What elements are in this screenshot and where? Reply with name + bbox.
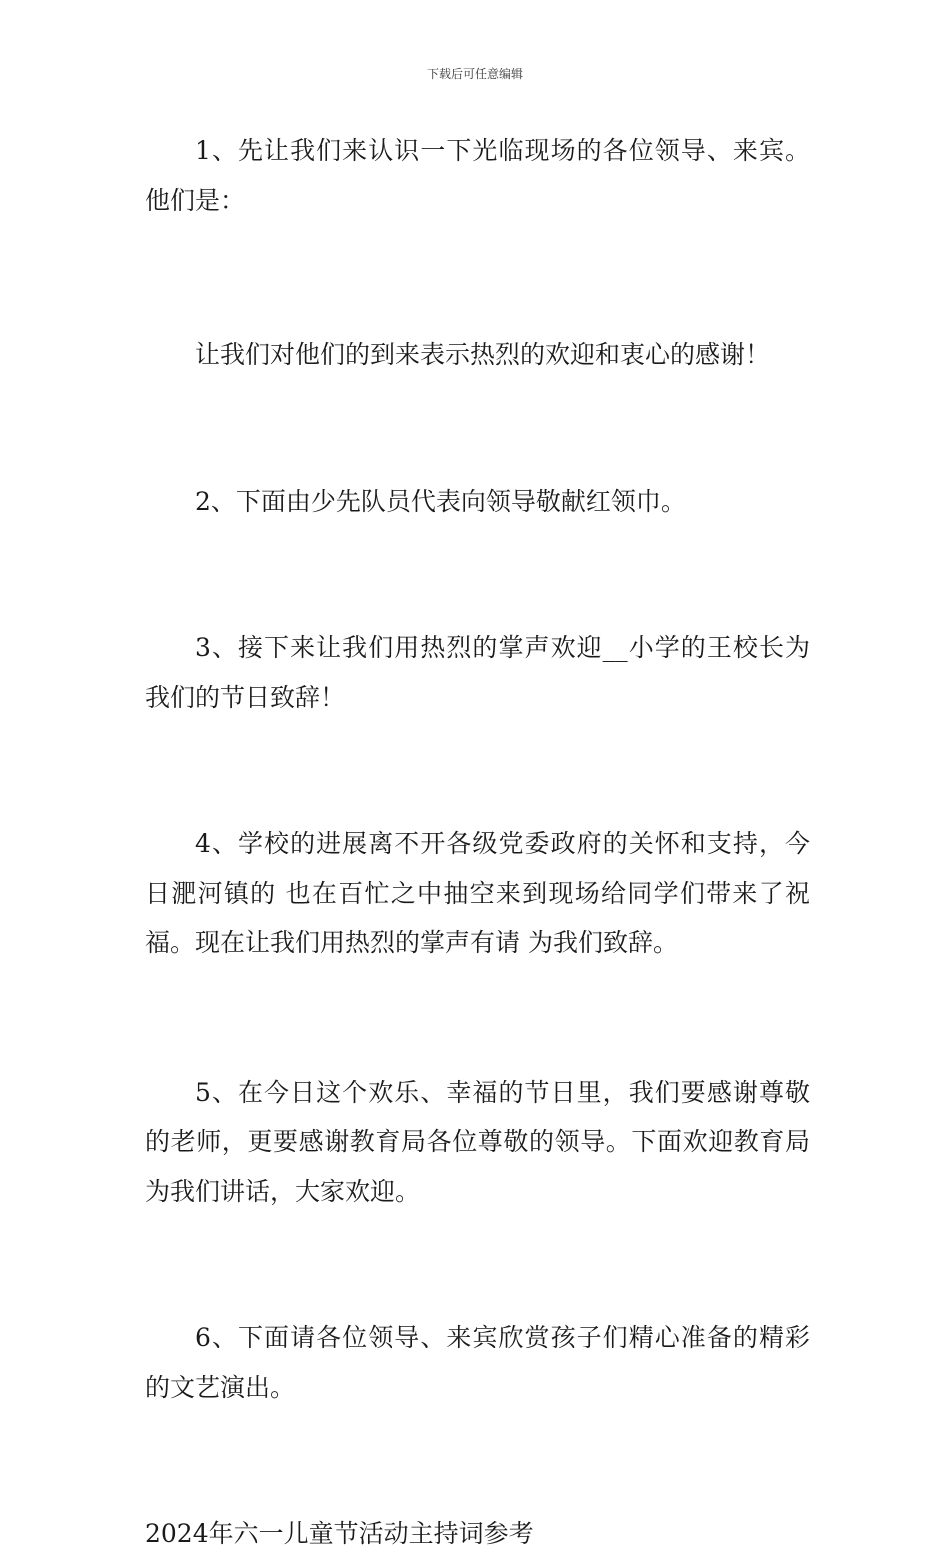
page-header: 下载后可任意编辑	[426, 67, 523, 81]
paragraph-3: 2、下面由少先队员代表向领导敬献红领巾。	[195, 486, 686, 516]
paragraph-1: 1、先让我们来认识一下光临现场的各位领导、来宾。他们是：	[145, 136, 810, 215]
paragraph-6: 5、在今日这个欢乐、幸福的节日里，我们要感谢尊敬的老师，更要感谢教育局各位尊敬的领导。下面欢迎教育局 为我们讲话，大家欢迎。	[145, 1077, 810, 1206]
paragraph-5: 4、学校的进展离不开各级党委政府的关怀和支持，今日淝河镇的 也在百忙之中抽空来到现场给同学们带来了祝福。现在让我们用热烈的掌声有请 为我们致辞。	[145, 829, 810, 957]
paragraph-4: 3、接下来让我们用热烈的掌声欢迎__小学的王校长为我们的节日致辞！	[145, 633, 810, 712]
section-title: 2024年六一儿童节活动主持词参考	[145, 1519, 534, 1548]
paragraph-2: 让我们对他们的到来表示热烈的欢迎和衷心的感谢！	[195, 340, 771, 369]
paragraph-7: 6、下面请各位领导、来宾欣赏孩子们精心准备的精彩的文艺演出。	[145, 1323, 810, 1402]
